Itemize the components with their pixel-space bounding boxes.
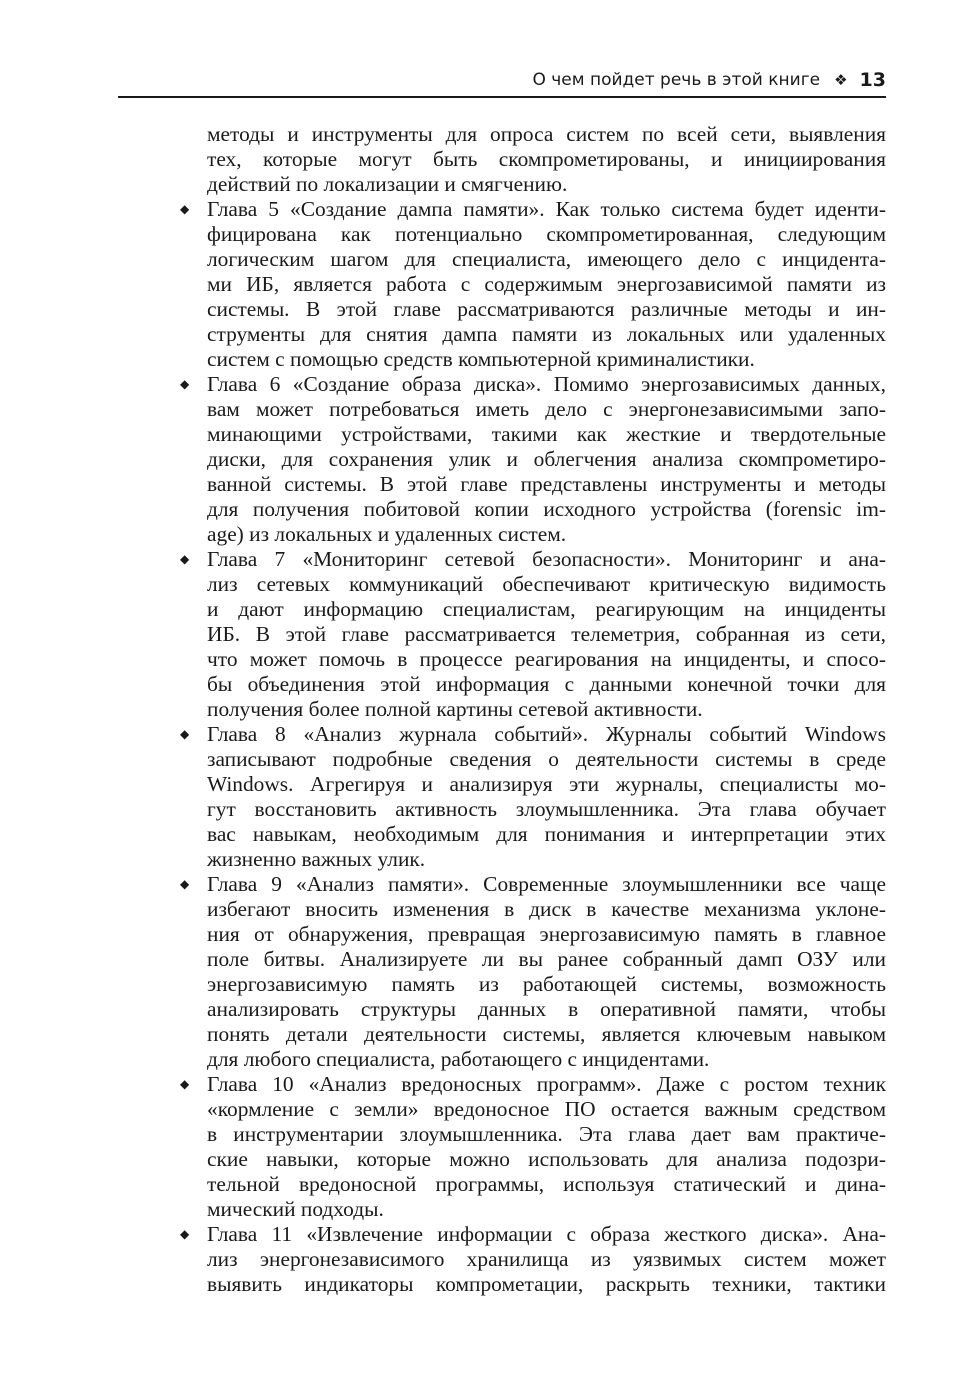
text-line [180, 1272, 886, 1297]
text-line [180, 672, 886, 697]
line-text: Глава 11 «Извлечение информации с образа жесткого диска». Ана- [207, 1222, 886, 1246]
text-line [180, 572, 886, 597]
text-line [180, 722, 886, 747]
line-text: и дают информацию специалистам, реагирующим на инциденты [207, 597, 886, 621]
line-text: для любого специалиста, работающего с инцидентами. [207, 1047, 710, 1071]
text-line [180, 1247, 886, 1272]
line-text: ванной системы. В этой главе представлены инструменты и методы [207, 472, 886, 496]
text-line [180, 1097, 886, 1122]
text-line [180, 622, 886, 647]
text-line [180, 772, 886, 797]
text-line [180, 322, 886, 347]
line-text: Глава 10 «Анализ вредоносных программ». Даже с ростом техник [207, 1072, 886, 1096]
text-line [180, 272, 886, 297]
text-line [180, 1022, 886, 1047]
line-text: бы объединения этой информация с данными конечной точки для [207, 672, 886, 696]
line-text: жизненно важных улик. [207, 847, 426, 871]
line-text: вам может потребоваться иметь дело с энергонезависимыми запо- [207, 397, 886, 421]
text-line [180, 1172, 886, 1197]
line-text: ские навыки, которые можно использовать для анализа подозри- [207, 1147, 886, 1171]
text-line [180, 997, 886, 1022]
bullet-icon: ◆ [180, 552, 190, 566]
bullet-icon: ◆ [180, 1227, 190, 1241]
line-text: ния от обнаружения, превращая энергозависимую память в главное [207, 922, 886, 946]
line-text: диски, для сохранения улик и облегчения анализа скомпрометиро- [207, 447, 886, 471]
line-text: лиз энергонезависимого хранилища из уязвимых систем может [207, 1247, 886, 1271]
text-line [180, 372, 886, 397]
line-text: Windows. Агрегируя и анализируя эти журналы, специалисты мо- [207, 772, 886, 796]
text-line [180, 797, 886, 822]
line-text: тех, которые могут быть скомпрометированы, и инициирования [207, 147, 886, 171]
text-line [180, 1047, 886, 1072]
text-line [180, 1122, 886, 1147]
text-line [180, 547, 886, 572]
line-text: выявить индикаторы компрометации, раскрыть техники, тактики [207, 1272, 886, 1296]
bullet-icon: ◆ [180, 1077, 190, 1091]
line-text: мический подходы. [207, 1197, 384, 1221]
bullet-icon: ◆ [180, 202, 190, 216]
line-text: избегают вносить изменения в диск в качестве механизма уклоне- [207, 897, 886, 921]
text-line [180, 647, 886, 672]
line-text: анализировать структуры данных в оперативной памяти, чтобы [207, 997, 886, 1021]
text-line [180, 147, 886, 172]
text-line [180, 122, 886, 147]
line-text: минающими устройствами, такими как жесткие и твердотельные [207, 422, 886, 446]
text-line [180, 347, 886, 372]
text-line [180, 472, 886, 497]
text-line [180, 222, 886, 247]
text-line [180, 697, 886, 722]
text-line [180, 247, 886, 272]
running-title: О чем пойдет речь в этой книге [532, 70, 821, 90]
line-text: получения более полной картины сетевой активности. [207, 697, 703, 721]
line-text: ИБ. В этой главе рассматривается телеметрия, собранная из сети, [207, 622, 886, 646]
text-line [180, 1197, 886, 1222]
line-text: записывают подробные сведения о деятельности системы в среде [207, 747, 886, 771]
text-line [180, 297, 886, 322]
line-text: лиз сетевых коммуникаций обеспечивают критическую видимость [207, 572, 886, 596]
line-text: понять детали деятельности системы, является ключевым навыком [207, 1022, 886, 1046]
body-text [180, 122, 886, 1297]
text-line [180, 747, 886, 772]
line-text: систем с помощью средств компьютерной криминалистики. [207, 347, 755, 371]
text-line [180, 397, 886, 422]
text-line [180, 1222, 886, 1247]
line-text: методы и инструменты для опроса систем по всей сети, выявления [207, 122, 886, 146]
line-text: тельной вредоносной программы, используя статический и дина- [207, 1172, 886, 1196]
line-text: для получения побитовой копии исходного устройства (forensic im- [207, 497, 886, 521]
text-line [180, 197, 886, 222]
line-text: гут восстановить активность злоумышленника. Эта глава обучает [207, 797, 886, 821]
text-line [180, 822, 886, 847]
line-text: вас навыкам, необходимым для понимания и интерпретации этих [207, 822, 886, 846]
text-line [180, 497, 886, 522]
line-text: Глава 9 «Анализ памяти». Современные злоумышленники все чаще [207, 872, 886, 896]
text-line [180, 922, 886, 947]
text-line [180, 947, 886, 972]
line-text: Глава 8 «Анализ журнала событий». Журналы событий Windows [207, 722, 886, 746]
text-line [180, 972, 886, 997]
text-line [180, 172, 886, 197]
text-line [180, 872, 886, 897]
line-text: струменты для снятия дампа памяти из локальных или удаленных [207, 322, 886, 346]
line-text: age) из локальных и удаленных систем. [207, 522, 567, 546]
line-text: действий по локализации и смягчению. [207, 172, 568, 196]
text-line [180, 597, 886, 622]
text-line [180, 1147, 886, 1172]
page-number: 13 [859, 69, 886, 91]
text-line [180, 897, 886, 922]
line-text: Глава 5 «Создание дампа памяти». Как только система будет иденти- [207, 197, 886, 221]
running-header [118, 64, 886, 98]
text-line [180, 847, 886, 872]
bullet-icon: ◆ [180, 377, 190, 391]
line-text: логическим шагом для специалиста, имеющего дело с инцидента- [207, 247, 886, 271]
ornament-icon: ❖ [834, 71, 848, 89]
line-text: Глава 6 «Создание образа диска». Помимо энергозависимых данных, [207, 372, 886, 396]
text-line [180, 422, 886, 447]
line-text: энергозависимую память из работающей системы, возможность [207, 972, 886, 996]
text-line [180, 1072, 886, 1097]
line-text: ми ИБ, является работа с содержимым энергозависимой памяти из [207, 272, 886, 296]
line-text: что может помочь в процессе реагирования на инциденты, и спосо- [207, 647, 886, 671]
text-line [180, 522, 886, 547]
bullet-icon: ◆ [180, 877, 190, 891]
line-text: фицирована как потенциально скомпрометированная, следующим [207, 222, 886, 246]
line-text: системы. В этой главе рассматриваются различные методы и ин- [207, 297, 886, 321]
line-text: Глава 7 «Мониторинг сетевой безопасности». Мониторинг и ана- [207, 547, 886, 571]
line-text: в инструментарии злоумышленника. Эта глава дает вам практиче- [207, 1122, 886, 1146]
text-line [180, 447, 886, 472]
line-text: поле битвы. Анализируете ли вы ранее собранный дамп ОЗУ или [207, 947, 886, 971]
bullet-icon: ◆ [180, 727, 190, 741]
line-text: «кормление с земли» вредоносное ПО остается важным средством [207, 1097, 886, 1121]
